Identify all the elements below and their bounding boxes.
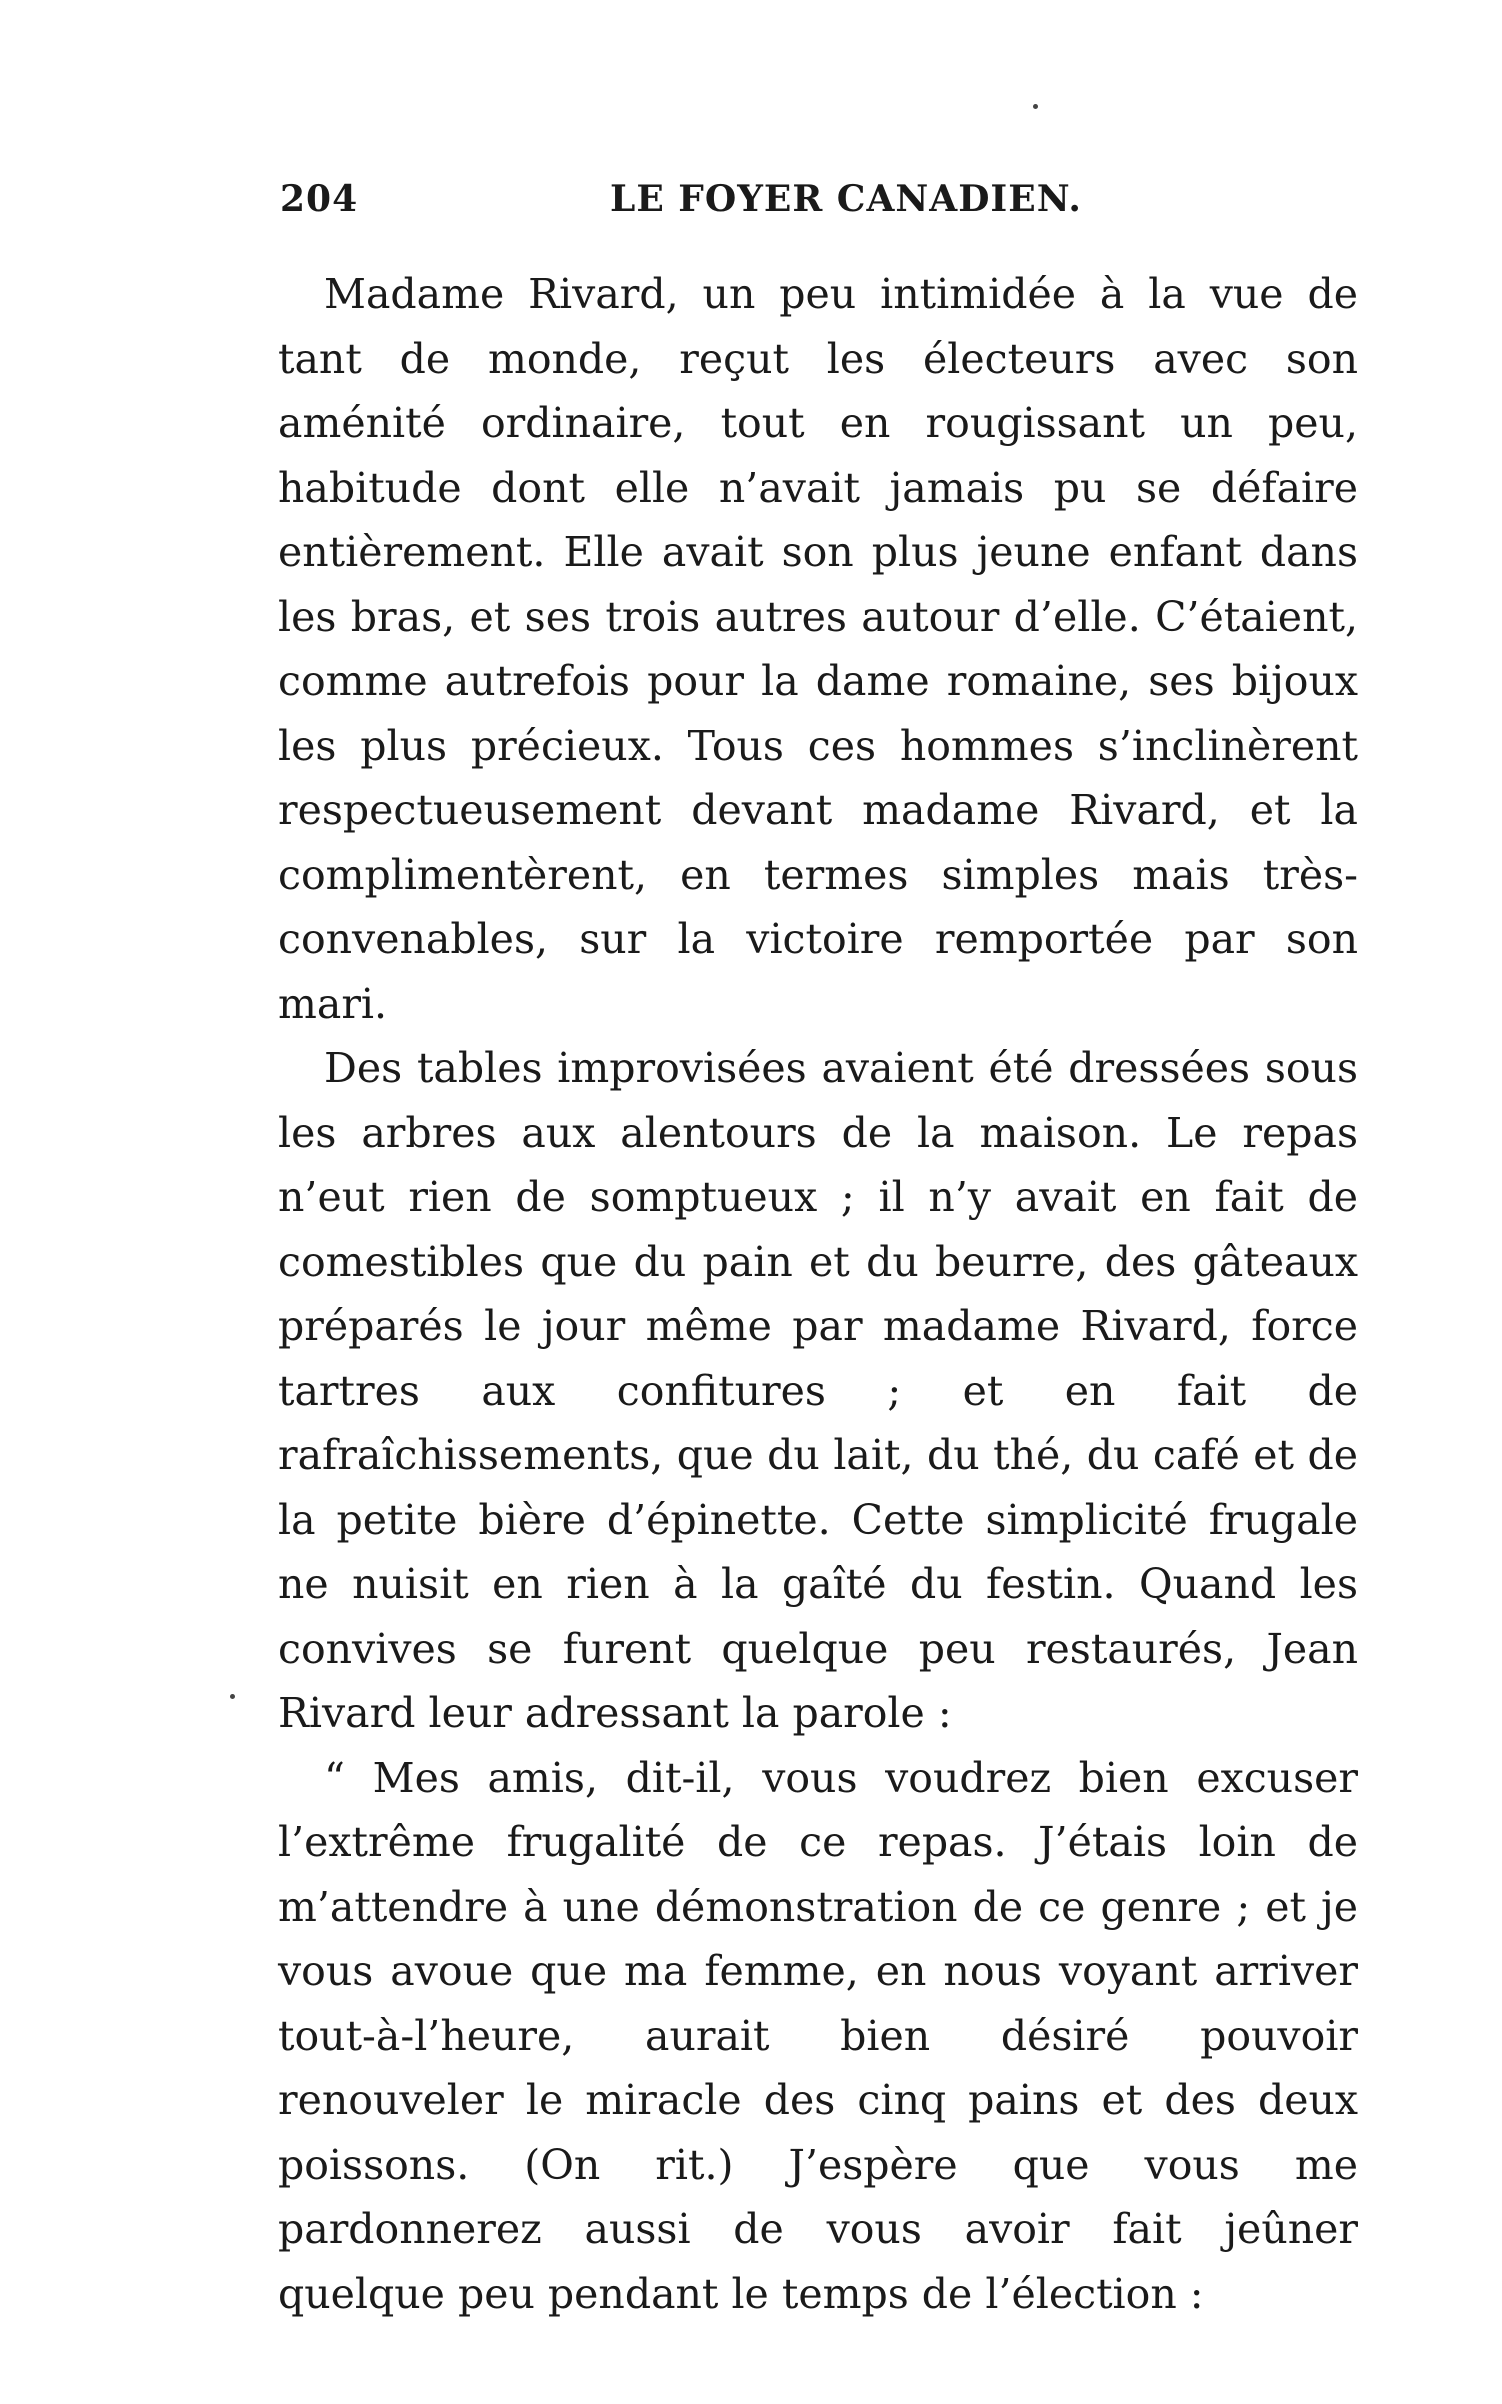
paragraph-3: “ Mes amis, dit-il, vous voudrez bien excuser l’extrême frugalité de ce repas. J’étais loin de m’attendre à une démonstration de ce genre ; et je vous avoue que ma femme, en nous voyant arriver tout-à-l’heure, aurait bien désiré pouvoir renouveler le miracle des cinq pains et des deux poissons. (On rit.) J’espère que vous me pardonnerez aussi de vous avoir fait jeûner quelque peu pendant le temps de l’élection : — [278, 1753, 1358, 2318]
print-speck — [230, 1694, 235, 1699]
page-header — [280, 178, 1360, 228]
body-text — [278, 262, 1358, 2326]
running-title: LE FOYER CANADIEN. — [610, 178, 1082, 220]
paragraph-1: Madame Rivard, un peu intimidée à la vue de tant de monde, reçut les électeurs avec son aménité ordinaire, tout en rougissant un peu, habitude dont elle n’avait jamais pu se défaire entièrement. Elle avait son plus jeune enfant dans les bras, et ses trois autres autour d’elle. C’étaient, comme autrefois pour la dame romaine, ses bijoux les plus précieux. Tous ces hommes s’inclinèrent respectueusement devant madame Rivard, et la complimentèrent, en termes simples mais très-convenables, sur la victoire remportée par son mari. — [278, 270, 1358, 1028]
page-number: 204 — [280, 178, 359, 220]
print-speck — [1033, 104, 1038, 109]
paragraph-2: Des tables improvisées avaient été dressées sous les arbres aux alentours de la maison. Le repas n’eut rien de somptueux ; il n’y avait en fait de comestibles que du pain et du beurre, des gâteaux préparés le jour même par madame Rivard, force tartres aux confitures ; et en fait de rafraîchissements, que du lait, du thé, du café et de la petite bière d’épinette. Cette simplicité frugale ne nuisit en rien à la gaîté du festin. Quand les convives se furent quelque peu restaurés, Jean Rivard leur adressant la parole : — [278, 1044, 1358, 1737]
